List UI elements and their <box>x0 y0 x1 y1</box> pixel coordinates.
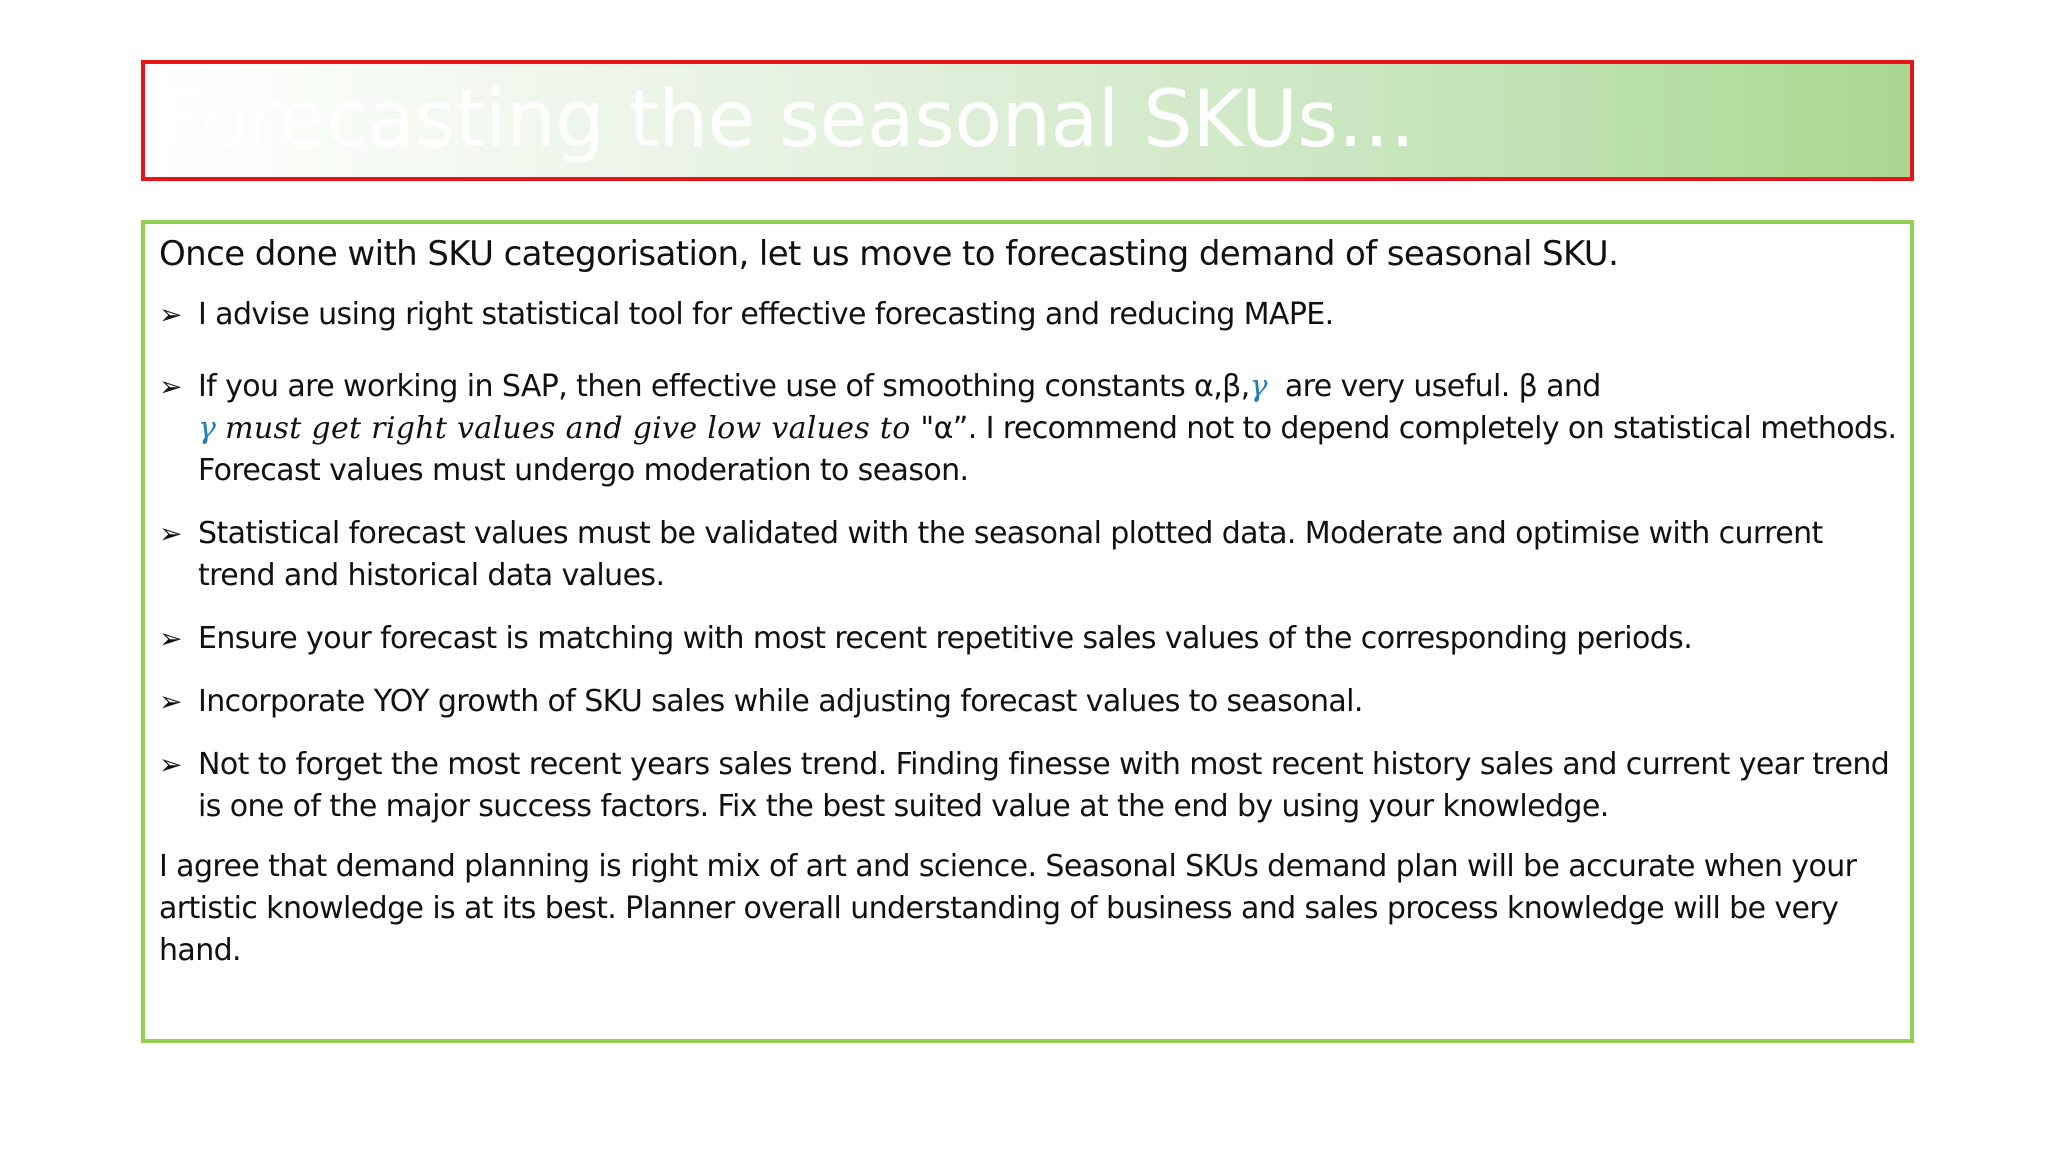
bullet-text-part: "α”. I recommend not to depend completely on statistical methods. Forecast values must undergo moderation to season. <box>198 411 1897 488</box>
arrow-bullet-icon: ➢ <box>159 517 182 550</box>
bullet-text: Statistical forecast values must be validated with the seasonal plotted data. Moderate and optimise with current trend and historical data values. <box>198 516 1823 593</box>
arrow-bullet-icon: ➢ <box>159 685 182 718</box>
bullet-text-part: If you are working in SAP, then effective use of smoothing constants α,β, <box>198 369 1250 404</box>
bullet-item <box>159 618 1904 660</box>
gamma-symbol: γ <box>1249 369 1267 404</box>
gamma-symbol: γ <box>198 411 216 446</box>
outro-text: I agree that demand planning is right mix of art and science. Seasonal SKUs demand plan will be accurate when your artistic knowledge is at its best. Planner overall understanding of business and sales process knowledge will be very hand. <box>159 849 1857 968</box>
arrow-bullet-icon: ➢ <box>159 370 182 403</box>
math-text: must get right values and give low values to <box>215 411 921 446</box>
slide-title: Forecasting the seasonal SKUs… <box>159 75 1416 165</box>
bullet-text: I advise using right statistical tool for effective forecasting and reducing MAPE. <box>198 297 1334 332</box>
content-panel <box>141 220 1914 1043</box>
bullet-item <box>159 294 1904 336</box>
intro-text: Once done with SKU categorisation, let us move to forecasting demand of seasonal SKU. <box>159 234 1619 274</box>
bullet-text: Incorporate YOY growth of SKU sales while adjusting forecast values to seasonal. <box>198 684 1363 719</box>
content-body <box>159 232 1904 972</box>
bullet-item <box>159 681 1904 723</box>
bullet-item <box>159 366 1904 492</box>
title-banner <box>141 60 1914 181</box>
bullet-text: Ensure your forecast is matching with most recent repetitive sales values of the corresponding periods. <box>198 621 1693 656</box>
arrow-bullet-icon: ➢ <box>159 622 182 655</box>
bullet-item <box>159 744 1904 828</box>
arrow-bullet-icon: ➢ <box>159 748 182 781</box>
bullet-list <box>159 294 1904 828</box>
bullet-text-part: are very useful. β and <box>1266 369 1601 404</box>
bullet-text: Not to forget the most recent years sales trend. Finding finesse with most recent history sales and current year trend is one of the major success factors. Fix the best suited value at the end by using your knowledge. <box>198 747 1890 824</box>
arrow-bullet-icon: ➢ <box>159 298 182 331</box>
bullet-item <box>159 513 1904 597</box>
